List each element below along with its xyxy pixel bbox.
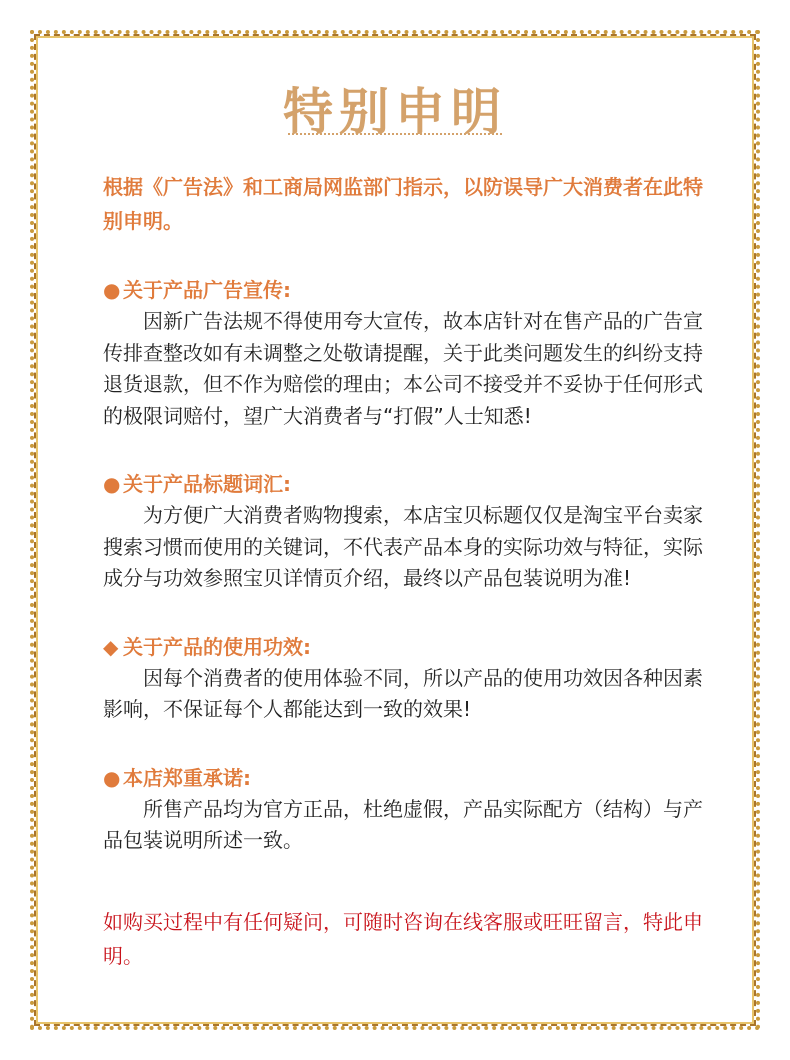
section-heading <box>103 631 703 663</box>
section-heading <box>103 762 703 794</box>
bullet-icon: ● <box>103 278 121 302</box>
page-title: 特别申明 <box>283 83 507 141</box>
diamond-icon: ◆ <box>103 634 119 659</box>
bullet-icon: ● <box>103 765 121 790</box>
section-body: 所售产品均为官方正品，杜绝虚假，产品实际配方（结构）与产品包装说明所述一致。 <box>103 796 703 852</box>
title-underline <box>288 133 502 135</box>
section-title-keywords <box>103 468 703 595</box>
closing-note: 如购买过程中有任何疑问，可随时咨询在线客服或旺旺留言，特此申明。 <box>103 909 703 968</box>
section-heading-text: 关于产品的使用功效: <box>123 634 311 659</box>
section-store-promise <box>103 762 703 857</box>
section-heading-text: 关于产品标题词汇: <box>123 472 291 496</box>
section-body: 因每个消费者的使用体验不同，所以产品的使用功效因各种因素影响，不保证每个人都能达到一致的效果! <box>103 665 703 721</box>
section-body: 因新广告法规不得使用夸大宣传，故本店针对在售产品的广告宣传排查整改如有未调整之处敬请提醒，关于此类问题发生的纠纷支持退货退款，但不作为赔偿的理由；本公司不接受并不妥协于任何形式的极限词赔付，望广大消费者与“打假”人士知悉! <box>103 309 703 428</box>
section-heading-text: 关于产品广告宣传: <box>123 278 291 302</box>
intro-text: 根据《广告法》和工商局网监部门指示，以防误导广大消费者在此特别申明。 <box>103 175 703 233</box>
section-usage-effect <box>103 631 703 726</box>
section-body: 为方便广大消费者购物搜索，本店宝贝标题仅仅是淘宝平台卖家搜索习惯而使用的关键词，不代表产品本身的实际功效与特征，实际成分与功效参照宝贝详情页介绍，最终以产品包装说明为准! <box>103 503 703 590</box>
section-heading <box>103 468 703 500</box>
declaration-content <box>103 170 703 973</box>
section-ad-promotion <box>103 274 703 432</box>
section-heading <box>103 274 703 306</box>
bullet-icon: ● <box>103 472 121 496</box>
section-heading-text: 本店郑重承诺: <box>123 765 251 790</box>
